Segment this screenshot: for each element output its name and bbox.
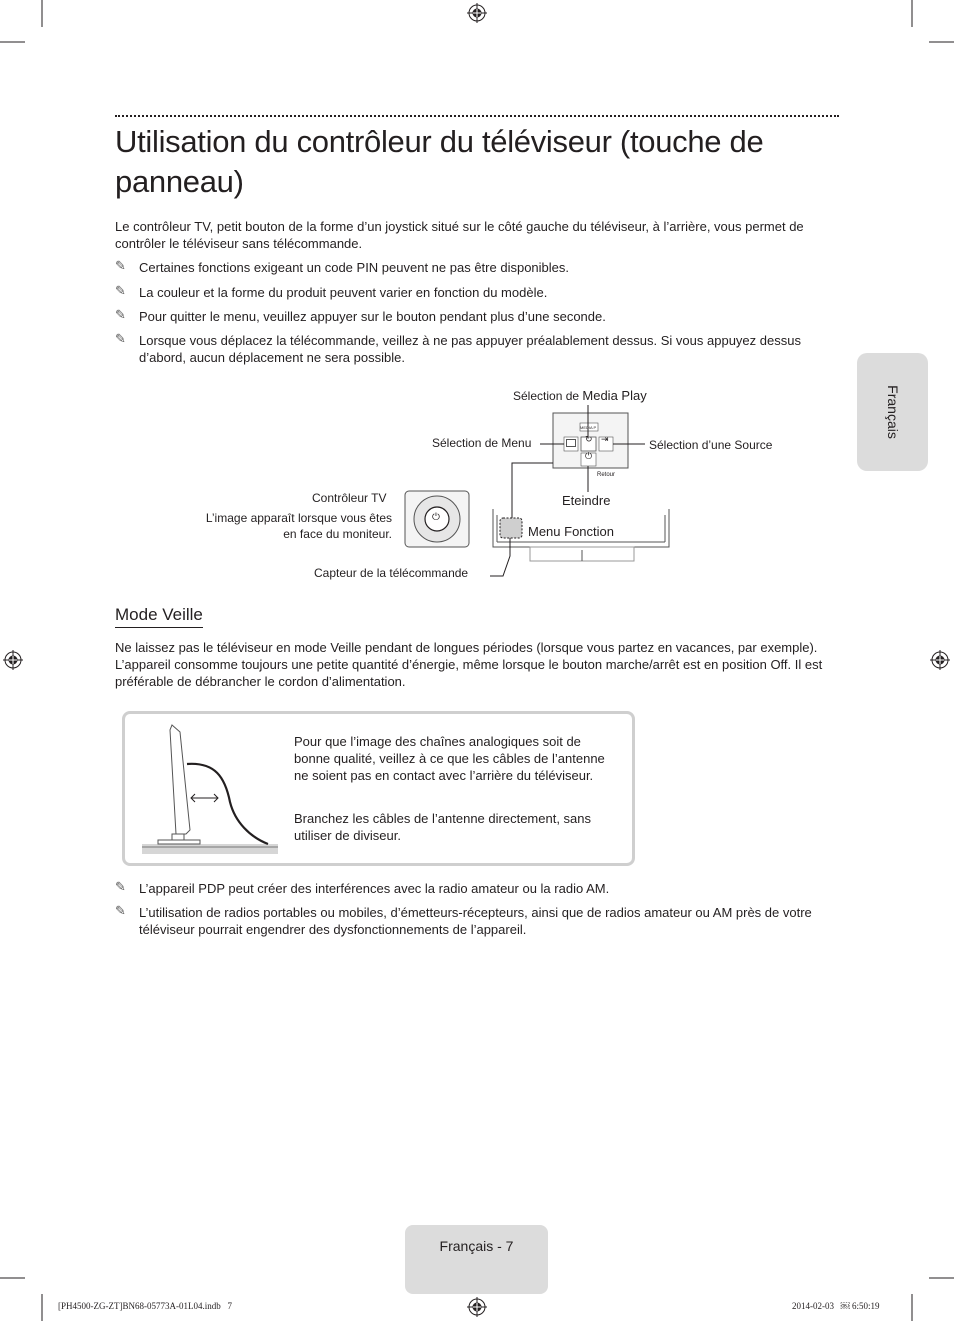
panel-label-media: MEDIA P (580, 425, 597, 430)
pencil-note-icon: ✎ (115, 259, 126, 274)
print-info-left: [PH4500-ZG-ZT]BN68-05773A-01L04.indb 7 (58, 1301, 232, 1311)
page-title: Utilisation du contrôleur du téléviseur (touche de panneau) (115, 124, 764, 199)
tv-controller-diagram (300, 380, 800, 590)
registration-mark-icon (467, 1297, 487, 1317)
intro-paragraph: Le contrôleur TV, petit bouton de la forme d’un joystick situé sur le côté gauche du téléviseur, à l’arrière, vous permet de contrôler le téléviseur sans télécommande. (115, 219, 804, 251)
note-item: L’utilisation de radios portables ou mobiles, d’émetteurs-récepteurs, ainsi que de radios amateur ou AM près de votre téléviseur pourrait engendrer des dysfonctionnements de l’appareil. (139, 905, 812, 937)
label-source (649, 437, 772, 453)
label-source-bold: Source (734, 438, 773, 452)
label-menu-fonction: Menu Fonction (528, 524, 614, 539)
registration-mark-icon (930, 650, 950, 670)
label-menu-prefix: Sélection de (432, 436, 502, 450)
pencil-note-icon: ✎ (115, 308, 126, 323)
label-capteur: Capteur de la télécommande (314, 566, 469, 580)
label-media-play-prefix: Sélection de (513, 389, 583, 403)
label-controleur-desc-1: L’image apparaît lorsque vous êtes (205, 511, 392, 525)
joystick-power-icon: ⏻ (432, 512, 440, 523)
panel-label-retour: Retour (597, 472, 616, 478)
label-source-prefix: Sélection d’une (649, 438, 735, 452)
language-side-tab-label: Français (884, 385, 901, 439)
box-text-1: Pour que l’image des chaînes analogiques soit de bonne qualité, veillez à ce que les câbles de l’antenne ne soient pas en contact avec l’arrière du téléviseur. (294, 734, 605, 783)
label-menu (432, 435, 531, 451)
label-controleur-desc-2: en face du moniteur. (283, 527, 392, 541)
label-controleur-title: Contrôleur TV (312, 491, 387, 505)
note-item: Pour quitter le menu, veuillez appuyer sur le bouton pendant plus d’une seconde. (139, 309, 606, 324)
page-number: Français - 7 (439, 1238, 514, 1254)
box-text-2: Branchez les câbles de l’antenne directement, sans utiliser de diviseur. (294, 811, 592, 843)
return-icon: ↻ (585, 435, 593, 445)
pencil-note-icon: ✎ (115, 332, 126, 347)
registration-mark-icon (467, 3, 487, 23)
pencil-note-icon: ✎ (115, 880, 126, 895)
section-heading-mode-veille: Mode Veille (115, 605, 203, 628)
source-icon: ⇥ (601, 435, 609, 445)
tv-side-illustration (140, 722, 280, 857)
page-number-tab (405, 1225, 548, 1294)
power-icon: ⏻ (585, 452, 593, 462)
menu-icon (566, 439, 576, 447)
title-rule (115, 115, 839, 117)
print-info-right: 2014-02-03 ￼ 6:50:19 (792, 1301, 880, 1311)
pencil-note-icon: ✎ (115, 904, 126, 919)
label-eteindre: Eteindre (562, 493, 611, 508)
veille-paragraph: Ne laissez pas le téléviseur en mode Veille pendant de longues périodes (lorsque vous partez en vacances, par exemple). L’appareil consomme toujours une petite quantité d’énergie, même lorsque le bouton marche/arrêt est en position Off. Il est préférable de débrancher le cordon d’alimentation. (115, 640, 823, 689)
registration-mark-icon (3, 650, 23, 670)
pencil-note-icon: ✎ (115, 284, 126, 299)
note-item: L’appareil PDP peut créer des interférences avec la radio amateur ou la radio AM. (139, 881, 610, 896)
label-menu-bold: Menu (501, 436, 532, 450)
note-item: Certaines fonctions exigeant un code PIN peuvent ne pas être disponibles. (139, 260, 569, 275)
note-item: Lorsque vous déplacez la télécommande, veillez à ne pas appuyer préalablement dessus. Si vous appuyez dessus d’abord, aucun déplacement ne sera possible. (139, 333, 801, 365)
label-media-play (513, 388, 647, 404)
language-side-tab (857, 353, 928, 471)
label-media-play-bold: Media Play (582, 388, 647, 403)
note-item: La couleur et la forme du produit peuvent varier en fonction du modèle. (139, 285, 548, 300)
